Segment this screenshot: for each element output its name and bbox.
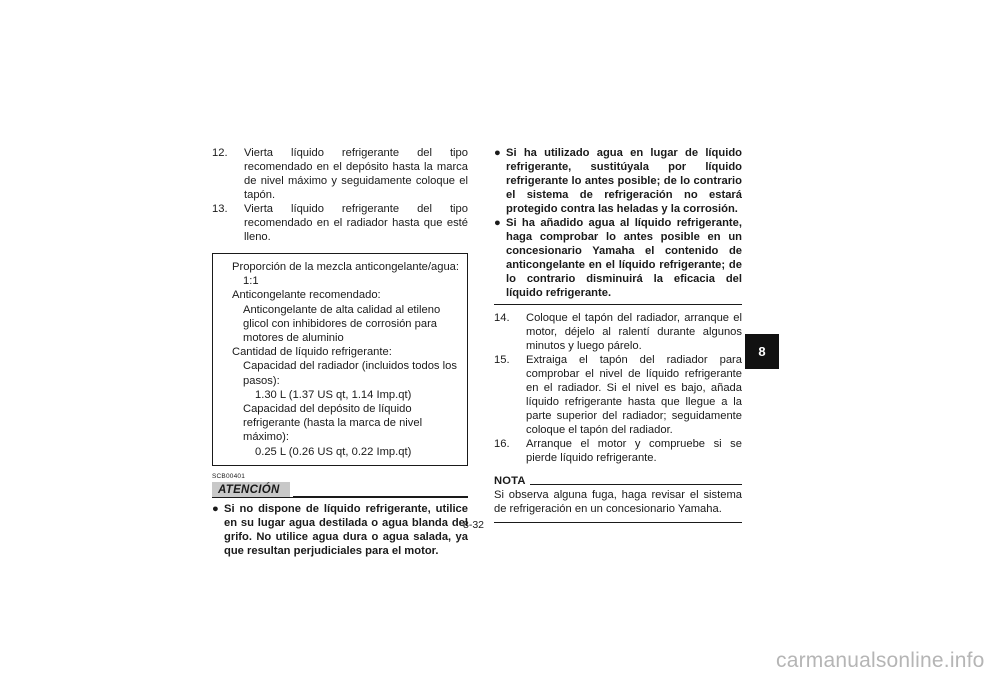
step-14	[494, 311, 742, 353]
note-rule	[530, 484, 742, 485]
step-text: Vierta líquido refrigerante del tipo recomendado en el depósito hasta la marca de nivel máximo y seguidamente coloque el tapón.	[244, 147, 468, 201]
bullet-icon: ●	[494, 147, 501, 159]
chapter-tab: 8	[745, 334, 779, 369]
spec-reservoir-value: 0.25 L (0.26 US qt, 0.22 Imp.qt)	[255, 445, 412, 458]
step-16	[494, 437, 742, 465]
step-number: 15.	[494, 354, 510, 366]
step-13	[212, 202, 468, 244]
step-12	[212, 146, 468, 202]
left-column	[212, 146, 468, 558]
spec-radiator-label: Capacidad del radiador (incluidos todos los pasos):	[243, 360, 457, 387]
spec-radiator-value: 1.30 L (1.37 US qt, 1.14 Imp.qt)	[255, 388, 412, 401]
caution-header	[212, 482, 468, 497]
caution-bullet-text: Si ha añadido agua al líquido refrigerante, haga comprobar lo antes posible en un concesionario Yamaha el contenido de anticongelante en el líquido refrigerante; de lo contrario disminuirá la eficacia del líquido refrigerante.	[506, 217, 742, 299]
step-number: 16.	[494, 438, 510, 450]
step-15	[494, 353, 742, 437]
specification-box	[212, 253, 468, 466]
note-label: NOTA	[494, 475, 526, 487]
step-number: 12.	[212, 147, 228, 159]
step-text: Vierta líquido refrigerante del tipo recomendado en el radiador hasta que esté lleno.	[244, 203, 468, 243]
caution-bullet	[494, 216, 742, 300]
caution-label: ATENCIÓN	[212, 482, 290, 497]
spec-reservoir-label: Capacidad del depósito de líquido refrigerante (hasta la marca de nivel máximo):	[243, 403, 423, 444]
note-header	[494, 474, 742, 488]
caution-divider	[212, 497, 468, 498]
step-number: 14.	[494, 312, 510, 324]
caution-end-rule	[494, 304, 742, 305]
caution-bullet-text: Si ha utilizado agua en lugar de líquido refrigerante, sustitúyala por líquido refrigerante lo antes posible; de lo contrario el sistema de refrigeración no estará protegido contra las heladas y la corrosión.	[506, 147, 742, 215]
watermark: carmanualsonline.info	[776, 649, 985, 672]
spec-ratio-value: 1:1	[243, 275, 259, 288]
spec-antifreeze-value: Anticongelante de alta calidad al etileno glicol con inhibidores de corrosión para motores de aluminio	[243, 303, 441, 345]
page-number: 8-32	[463, 519, 485, 531]
spec-ratio-label: Proporción de la mezcla anticongelante/agua:	[232, 261, 460, 273]
caution-bullet	[212, 502, 468, 558]
note-end-rule	[494, 522, 742, 523]
bullet-icon: ●	[494, 217, 501, 229]
step-text: Arranque el motor y compruebe si se pierde líquido refrigerante.	[526, 438, 742, 464]
caution-code: SCB00401	[212, 472, 246, 480]
bullet-icon: ●	[212, 502, 219, 515]
spec-antifreeze-label: Anticongelante recomendado:	[232, 289, 381, 302]
caution-rule	[293, 496, 468, 497]
step-text: Extraiga el tapón del radiador para comprobar el nivel de líquido refrigerante en el radiador. Si el nivel es bajo, añada líquido refrigerante hasta que llegue a la parte superior del radiador; seguidamente coloque el tapón del radiador.	[526, 354, 742, 436]
right-column	[494, 146, 742, 523]
caution-bullet	[494, 146, 742, 216]
caution-bullet-text: Si no dispone de líquido refrigerante, utilice en su lugar agua destilada o agua blanda del grifo. No utilice agua dura o agua salada, ya que resultan perjudiciales para el motor.	[224, 502, 468, 557]
step-number: 13.	[212, 203, 228, 215]
note-text: Si observa alguna fuga, haga revisar el sistema de refrigeración en un concesionario Yamaha.	[494, 489, 742, 515]
step-text: Coloque el tapón del radiador, arranque el motor, déjelo al ralentí durante algunos minutos y luego párelo.	[526, 312, 742, 352]
spec-quantity-label: Cantidad de líquido refrigerante:	[232, 346, 392, 359]
